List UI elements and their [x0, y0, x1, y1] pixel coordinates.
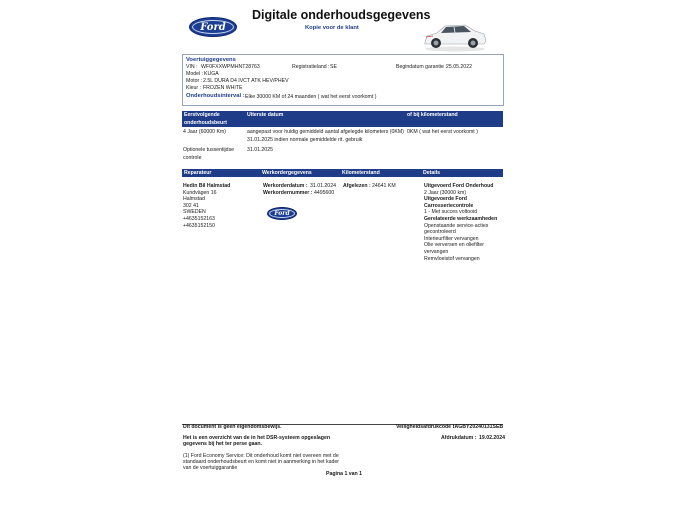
page-title: Digitale onderhoudsgegevens — [252, 8, 431, 22]
dealer-street: Kundvägen 16 — [183, 189, 217, 196]
not-proof-of-ownership: Dit document is geen eigendomsbewijs. — [183, 424, 282, 430]
mileage-value: 24641 KM — [372, 183, 396, 189]
dealer-country: SWEDEN — [183, 209, 206, 216]
next-service-date-line2: 31.01.2025 indien normale gemiddelde rit. gebruik — [247, 137, 363, 143]
dealer-city: Halmstad — [183, 196, 205, 203]
details-line: Olie verversen en oliefilter — [424, 242, 484, 249]
vin-value: WF0FXXWPMHNT28763 — [201, 64, 260, 70]
details-line: Uitgevoerde Ford — [424, 196, 467, 203]
ford-logo-text: Ford — [200, 21, 226, 33]
details-line: 1 - Met succes voltooid — [424, 209, 478, 216]
optional-check-date: 31.01.2025 — [247, 147, 273, 153]
col-details: Details — [423, 169, 441, 176]
vin-label: VIN : — [186, 64, 198, 70]
dealer-address — [183, 183, 230, 229]
overview-line2: gegevens bij het ter perse gaan. — [183, 441, 262, 447]
wo-number-value: 4495600 — [314, 190, 335, 196]
next-service-type: 4 Jaar (60000 Km) — [183, 129, 226, 135]
wo-date-label: Werkorderdatum : — [263, 183, 308, 189]
page-number: Pagina 1 van 1 — [326, 471, 363, 477]
details-line: gecontroleerd — [424, 229, 456, 236]
economy-note-line2: standaard onderhoudsbeurt en komt niet in aanmerking in het kader — [183, 459, 340, 465]
security-code-value: IAGBY20240131SEB — [453, 424, 504, 430]
engine-label: Motor : — [186, 78, 203, 84]
model-label: Model : — [186, 71, 204, 77]
reg-country-label: Registratieland : — [292, 64, 330, 70]
optional-check-line2: controle — [183, 155, 202, 161]
warranty-start-value: 25.05.2022 — [446, 64, 472, 70]
next-service-col1-line2: onderhoudsbeurt — [184, 119, 227, 126]
next-service-km: 0KM ( wat het eerst voorkomt ) — [407, 129, 478, 135]
color-value: FROZEN WHITE — [203, 85, 243, 91]
details-line: Uitgevoerd Ford Onderhoud — [424, 183, 494, 189]
details-line: Remvloeistof vervangen — [424, 255, 480, 262]
next-service-date-line1: aangepast voor huidig gemiddeld aantal afgelegde kilometers (0KM) — [247, 129, 404, 135]
wo-date-value: 31.01.2024 — [310, 183, 336, 189]
col-work-order: Werkordergegevens — [262, 169, 312, 176]
ford-dealer-logo-text: Ford — [274, 210, 290, 217]
interval-label: Onderhoudsinterval : — [186, 93, 245, 99]
details-line: vervangen — [424, 248, 449, 255]
service-record-header — [182, 169, 503, 177]
next-service-header — [182, 111, 503, 127]
col-repairer: Reparateur — [184, 169, 212, 176]
ford-dealer-logo-icon — [267, 207, 297, 220]
car-image-icon — [421, 20, 489, 52]
warranty-start-label: Begindatum garantie : — [396, 64, 447, 70]
details-line: Gerelateerde werkzaamheden — [424, 215, 498, 222]
print-date-label: Afdrukdatum : — [441, 435, 477, 441]
service-details — [424, 183, 497, 262]
details-line: Interieurfilter vervangen — [424, 235, 479, 242]
reg-country-value: SE — [330, 64, 337, 70]
model-value: KUGA — [204, 71, 219, 77]
color-label: Kleur : — [186, 85, 201, 91]
print-date-value: 19.02.2024 — [479, 435, 505, 441]
details-line: 2 Jaar (30000 km) — [424, 189, 467, 196]
next-service-col3: of bij kilometerstand — [407, 112, 458, 118]
interval-value: Elke 30000 KM of 24 maanden ( wat het eerst voorkomt ) — [245, 93, 377, 100]
dealer-phone-1: +4635152163 — [183, 215, 215, 222]
details-line: Carrosseriecontrole — [424, 202, 474, 209]
overview-line1: Het is een overzicht van de in het DSR-systeem opgeslagen — [183, 435, 331, 441]
col-mileage: Kilometerstand — [342, 169, 380, 176]
vehicle-section-title: Voertuiggegevens — [186, 57, 236, 63]
engine-value: 2.5L DURA D4 IVCT ATK HEV/PHEV — [203, 78, 289, 84]
dealer-name: Hedin Bil Halmstad — [183, 183, 231, 189]
economy-note-line3: van de voertuiggarantie — [183, 465, 238, 471]
wo-number-label: Werkordernummer : — [263, 190, 313, 196]
economy-note-line1: (1) Ford Economy Service: Dit onderhoud komt niet overeen met de — [183, 453, 339, 459]
details-line: Openstaande service-acties — [424, 222, 489, 229]
next-service-col1-line1: Eerstvolgende — [184, 112, 220, 118]
dealer-phone-2: +4635152150 — [183, 222, 215, 229]
mileage-label: Afgelezen : — [343, 183, 371, 189]
optional-check-line1: Optionele tussentijdse — [183, 147, 235, 153]
dealer-postcode: 302 41 — [183, 202, 199, 209]
security-code-label: Veiligheidsafdrukcode : — [396, 424, 455, 430]
page-subtitle: Kopie voor de klant — [305, 25, 359, 31]
next-service-col2: Uiterste datum — [247, 112, 284, 118]
ford-logo-icon — [189, 17, 237, 37]
